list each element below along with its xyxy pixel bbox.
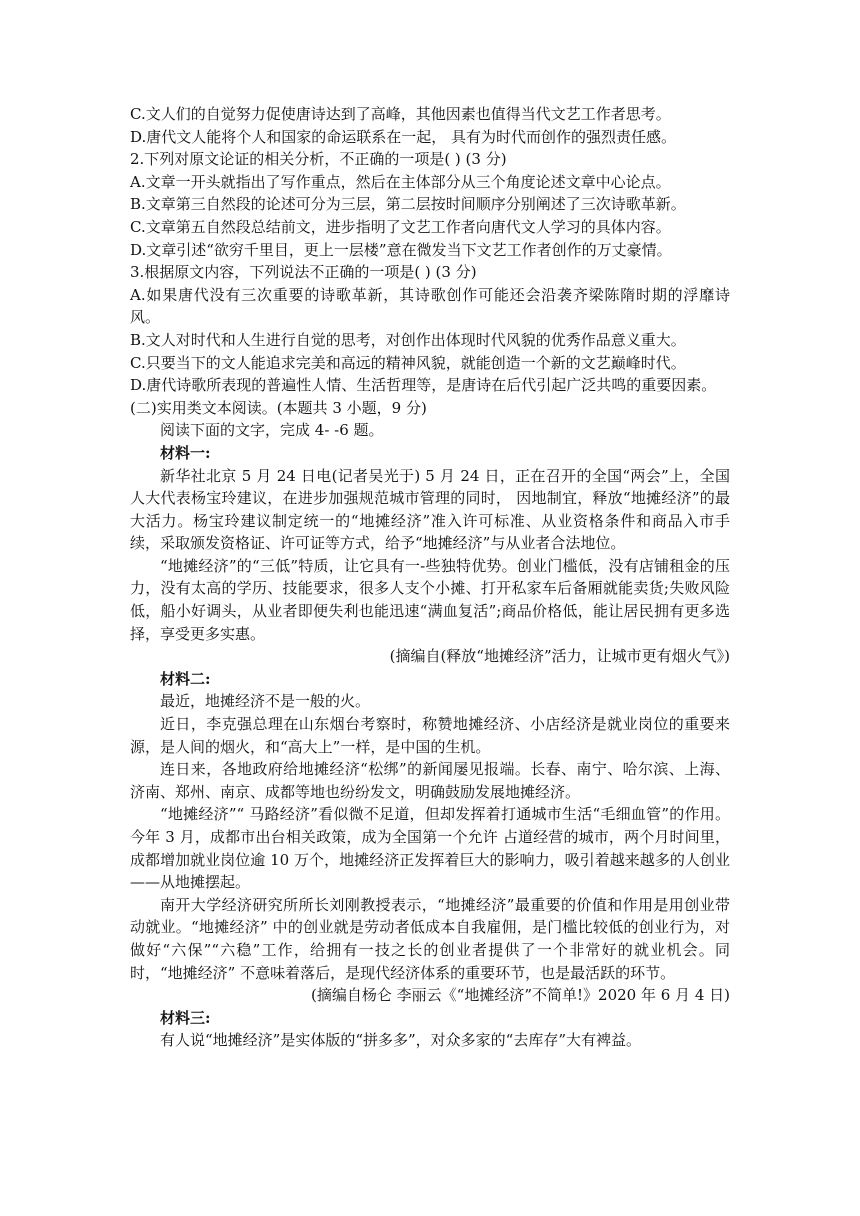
q3-option-c: C.只要当下的文人能追求完美和高远的精神风貌，就能创造一个新的文艺巅峰时代。 <box>130 353 686 372</box>
section-title: (二)实用类文本阅读。(本题共 3 小题，9 分) <box>130 398 427 417</box>
material2-heading: 材料二: <box>160 669 211 688</box>
q3-option-b: B.文人对时代和人生进行自觉的思考，对创作出体现时代风貌的优秀作品意义重大。 <box>130 330 686 349</box>
q3-stem: 3.根据原文内容，下列说法不正确的一项是( ) (3 分) <box>130 263 477 282</box>
q3-option-a: A.如果唐代没有三次重要的诗歌革新，其诗歌创作可能还会沿袭齐梁陈隋时期的浮靡诗风。 <box>130 285 730 327</box>
q1-option-c: C.文人们的自觉努力促使唐诗达到了高峰，其他因素也值得当代文艺工作者思考。 <box>130 105 671 123</box>
material2-paragraph: 连日来，各地政府给地摊经济“松绑”的新闻屡见报端。长春、南宁、哈尔滨、上海、济南、郑州、南京、成都等地也纷纷发文，明确鼓励发展地摊经济。 <box>130 760 730 801</box>
q2-stem: 2.下列对原文论证的相关分析，不正确的一项是( ) (3 分) <box>130 150 507 169</box>
material1-source: (摘编自(释放“地摊经济”活力，让城市更有烟火气》) <box>389 647 730 666</box>
document-page <box>130 103 730 1052</box>
material1-paragraph: “地摊经济”的“三低”特质，让它具有一-些独特优势。创业门槛低，没有店铺租金的压力，没有太高的学历、技能要求，很多人支个小摊、打开私家车后备厢就能卖货;失败风险低，船小好调头，从业者即便失利也能迅速“满血复活”;商品价格低，能让居民拥有更多选择，享受更多实惠。 <box>130 556 730 643</box>
material2-paragraph: 最近，地摊经济不是一般的火。 <box>160 692 371 711</box>
material1-heading: 材料一: <box>160 443 211 462</box>
material2-paragraph: “地摊经济”“ 马路经济”看似微不足道，但却发挥着打通城市生活“毛细血管”的作用。今年 3 月，成都市出台相关政策，成为全国第一个允许 占道经营的城市，两个月时间里，成都增加就业岗位逾 10 万个，地摊经济正发挥着巨大的影响力，吸引着越来越多的人创业——从地摊摆起。 <box>130 805 730 892</box>
q3-option-d: D.唐代诗歌所表现的普遍性人情、生活哲理等，是唐诗在后代引起广泛共鸣的重要因素。 <box>130 376 717 395</box>
q2-option-d: D.文章引述“欲穷千里目，更上一层楼”意在微发当下文艺工作者创作的万丈豪情。 <box>130 240 672 259</box>
q1-option-d: D.唐代文人能将个人和国家的命运联系在一起， 具有为时代而创作的强烈责任感。 <box>130 127 677 146</box>
material2-paragraph: 近日，李克强总理在山东烟台考察时，称赞地摊经济、小店经济是就业岗位的重要来源，是人间的烟火，和“高大上”一样，是中国的生机。 <box>130 715 730 756</box>
material3-heading: 材料三: <box>160 1008 211 1027</box>
material2-paragraph: 南开大学经济研究所所长刘刚教授表示，“地摊经济”最重要的价值和作用是用创业带动就业。“地摊经济” 中的创业就是劳动者低成本自我雇佣，是门槛比较低的创业行为，对做好“六保”“六稳”工作，给拥有一技之长的创业者提供了一个非常好的就业机会。同时，“地摊经济” 不意味着落后，是现代经济体系的重要环节，也是最活跃的环节。 <box>130 895 730 982</box>
section-instruction: 阅读下面的文字，完成 4- -6 题。 <box>160 421 384 440</box>
material1-paragraph: 新华社北京 5 月 24 日电(记者吴光于) 5 月 24 日，正在召开的全国“两会”上，全国人大代表杨宝玲建议，在进步加强规范城市管理的同时， 因地制宜，释放“地摊经济”的最大活力。杨宝玲建议制定统一的“地摊经济”准入许可标准、从业资格条件和商品入市手续，采取颁发资格证、许可证等方式，给予“地摊经济”与从业者合法地位。 <box>130 466 730 553</box>
q2-option-b: B.文章第三自然段的论述可分为三层，第二层按时间顺序分别阐述了三次诗歌革新。 <box>130 195 686 214</box>
q2-option-a: A.文章一开头就指出了写作重点，然后在主体部分从三个角度论述文章中心论点。 <box>130 172 671 191</box>
material2-source: (摘编自杨仑 李丽云《“地摊经济”不简单!》2020 年 6 月 4 日) <box>311 986 730 1005</box>
material3-paragraph: 有人说“地摊经济”是实体版的“拼多多”，对众多家的“去库存”大有裨益。 <box>160 1031 642 1050</box>
q2-option-c: C.文章第五自然段总结前文，进步指明了文艺工作者向唐代文人学习的具体内容。 <box>130 217 671 236</box>
